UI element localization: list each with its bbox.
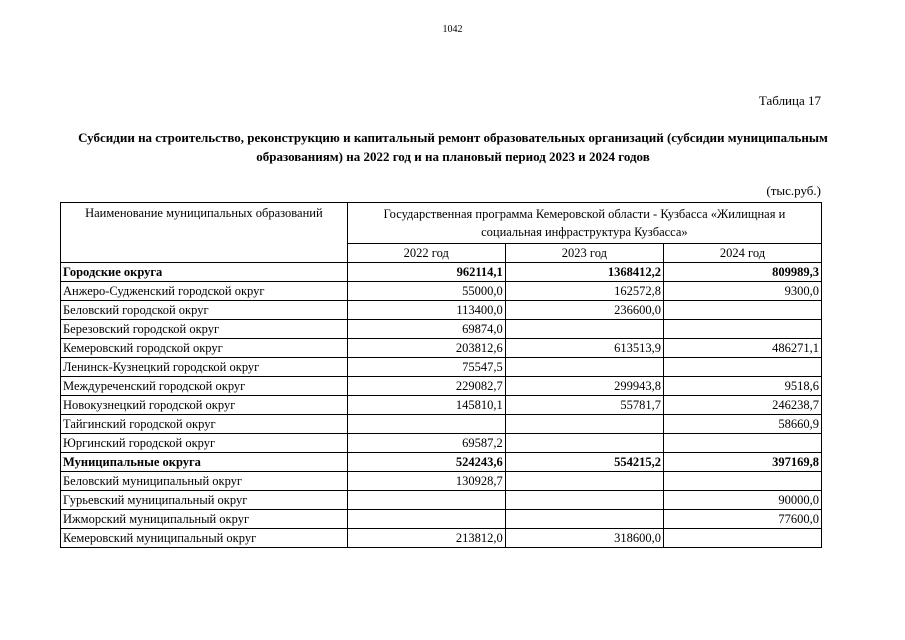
program-column-header: Государственная программа Кемеровской области - Кузбасса «Жилищная и социальная инфраструктура Кузбасса» — [347, 203, 821, 244]
value-2022-cell — [347, 491, 505, 510]
value-2023-cell: 554215,2 — [505, 453, 663, 472]
table-header-row — [61, 203, 822, 244]
value-2023-cell: 299943,8 — [505, 377, 663, 396]
value-2024-cell: 58660,9 — [663, 415, 821, 434]
table-label: Таблица 17 — [758, 93, 821, 108]
value-2024-cell — [663, 434, 821, 453]
value-2023-cell: 318600,0 — [505, 529, 663, 548]
value-2023-cell — [505, 320, 663, 339]
value-2023-cell — [505, 415, 663, 434]
value-2024-cell: 397169,8 — [663, 453, 821, 472]
municipality-name-cell: Новокузнецкий городской округ — [61, 396, 348, 415]
value-2024-cell: 77600,0 — [663, 510, 821, 529]
value-2023-cell: 55781,7 — [505, 396, 663, 415]
value-2024-cell: 486271,1 — [663, 339, 821, 358]
table-group-row — [61, 453, 822, 472]
value-2022-cell — [347, 510, 505, 529]
value-2024-cell — [663, 320, 821, 339]
value-2024-cell — [663, 472, 821, 491]
value-2024-cell — [663, 358, 821, 377]
value-2023-cell: 162572,8 — [505, 282, 663, 301]
value-2022-cell: 69587,2 — [347, 434, 505, 453]
value-2023-cell: 613513,9 — [505, 339, 663, 358]
page-number: 1042 — [442, 24, 463, 35]
table-row — [61, 358, 822, 377]
table-row — [61, 282, 822, 301]
table-row — [61, 377, 822, 396]
value-2022-cell: 229082,7 — [347, 377, 505, 396]
value-2024-cell — [663, 301, 821, 320]
value-2024-cell: 90000,0 — [663, 491, 821, 510]
value-2023-cell — [505, 491, 663, 510]
document-title: Субсидии на строительство, реконструкцию и капитальный ремонт образовательных организаций (субсидии муниципальным образованиям) на 2022 год и на плановый период 2023 и 2024 годов — [78, 130, 828, 164]
table-row — [61, 510, 822, 529]
value-2023-cell: 236600,0 — [505, 301, 663, 320]
municipality-name-cell: Муниципальные округа — [61, 453, 348, 472]
year-header-2022: 2022 год — [347, 244, 505, 263]
table-row — [61, 339, 822, 358]
value-2024-cell: 9300,0 — [663, 282, 821, 301]
value-2022-cell: 113400,0 — [347, 301, 505, 320]
value-2022-cell: 524243,6 — [347, 453, 505, 472]
year-header-2024: 2024 год — [663, 244, 821, 263]
value-2022-cell: 75547,5 — [347, 358, 505, 377]
municipality-name-cell: Тайгинский городской округ — [61, 415, 348, 434]
units-label: (тыс.руб.) — [766, 183, 821, 198]
table-group-row — [61, 263, 822, 282]
municipality-column-header: Наименование муниципальных образований — [61, 203, 348, 263]
table-body — [61, 263, 822, 548]
table-row — [61, 434, 822, 453]
municipality-name-cell: Березовский городской округ — [61, 320, 348, 339]
value-2023-cell — [505, 472, 663, 491]
value-2022-cell — [347, 415, 505, 434]
municipality-name-cell: Городские округа — [61, 263, 348, 282]
value-2024-cell — [663, 529, 821, 548]
value-2022-cell: 55000,0 — [347, 282, 505, 301]
subsidy-table — [60, 202, 822, 548]
value-2023-cell — [505, 434, 663, 453]
table-row — [61, 415, 822, 434]
value-2022-cell: 203812,6 — [347, 339, 505, 358]
table-row — [61, 301, 822, 320]
municipality-name-cell: Юргинский городской округ — [61, 434, 348, 453]
value-2023-cell: 1368412,2 — [505, 263, 663, 282]
municipality-name-cell: Кемеровский городской округ — [61, 339, 348, 358]
table-row — [61, 320, 822, 339]
value-2023-cell — [505, 510, 663, 529]
municipality-name-cell: Ижморский муниципальный округ — [61, 510, 348, 529]
municipality-name-cell: Беловский муниципальный округ — [61, 472, 348, 491]
municipality-name-cell: Ленинск-Кузнецкий городской округ — [61, 358, 348, 377]
value-2022-cell: 145810,1 — [347, 396, 505, 415]
value-2024-cell: 9518,6 — [663, 377, 821, 396]
table-row — [61, 491, 822, 510]
municipality-name-cell: Кемеровский муниципальный округ — [61, 529, 348, 548]
value-2024-cell: 246238,7 — [663, 396, 821, 415]
table-row — [61, 472, 822, 491]
municipality-name-cell: Междуреченский городской округ — [61, 377, 348, 396]
value-2022-cell: 69874,0 — [347, 320, 505, 339]
municipality-name-cell: Беловский городской округ — [61, 301, 348, 320]
municipality-name-cell: Анжеро-Судженский городской округ — [61, 282, 348, 301]
value-2022-cell: 962114,1 — [347, 263, 505, 282]
value-2022-cell: 130928,7 — [347, 472, 505, 491]
value-2023-cell — [505, 358, 663, 377]
table-row — [61, 396, 822, 415]
municipality-name-cell: Гурьевский муниципальный округ — [61, 491, 348, 510]
value-2024-cell: 809989,3 — [663, 263, 821, 282]
value-2022-cell: 213812,0 — [347, 529, 505, 548]
table-row — [61, 529, 822, 548]
year-header-2023: 2023 год — [505, 244, 663, 263]
